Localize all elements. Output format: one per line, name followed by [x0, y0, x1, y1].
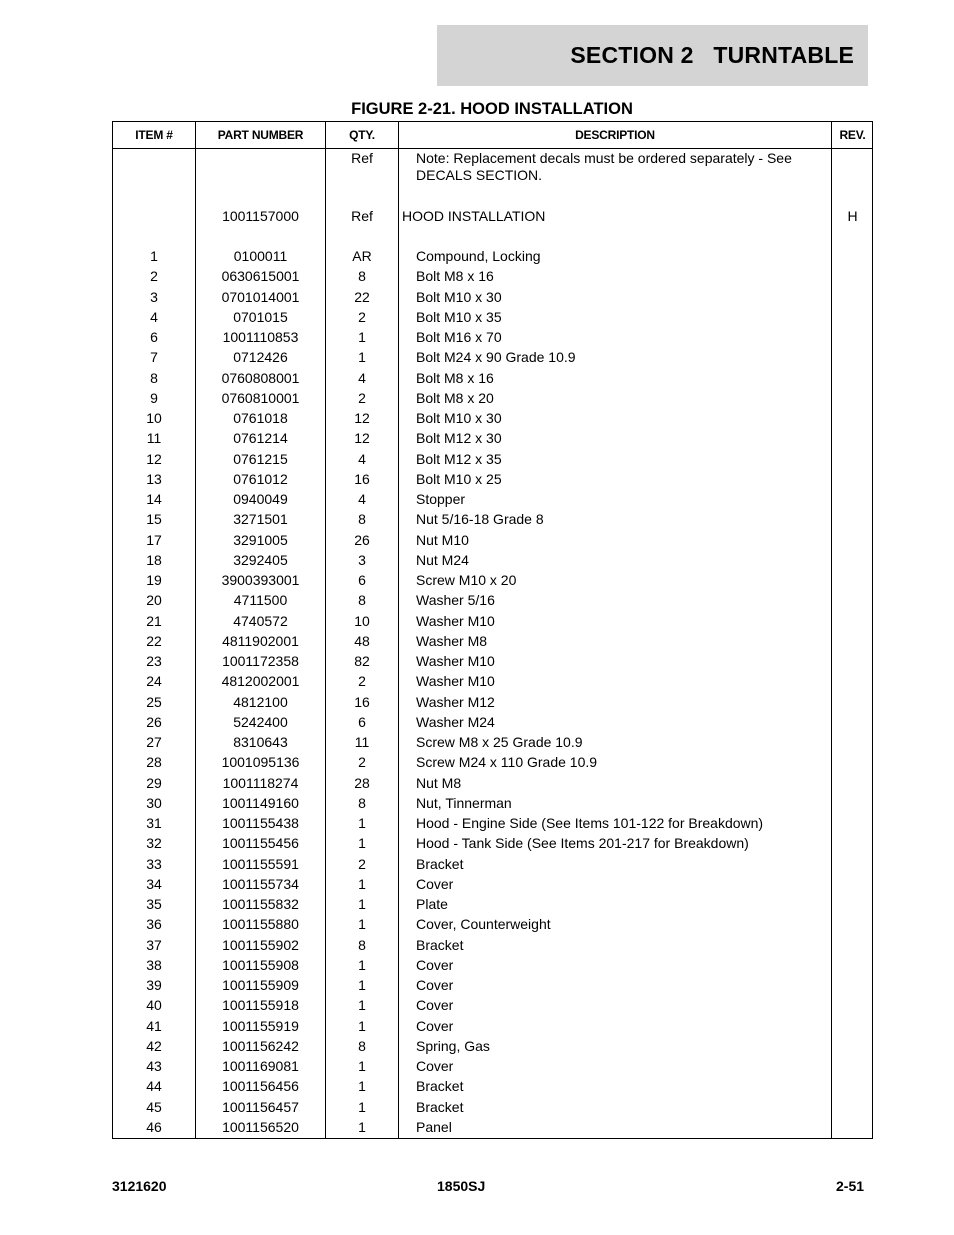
description: Compound, Locking	[416, 248, 541, 264]
footer-model: 1850SJ	[437, 1178, 486, 1194]
quantity: 1	[358, 815, 366, 831]
quantity: 1	[358, 835, 366, 851]
part-number: 0761018	[233, 410, 288, 426]
quantity: 1	[358, 1018, 366, 1034]
quantity: 2	[358, 390, 366, 406]
item-number: 37	[146, 937, 162, 953]
item-number: 28	[146, 754, 162, 770]
quantity: 2	[358, 309, 366, 325]
column-header-rev: REV.	[839, 128, 866, 142]
part-number: 0761214	[233, 430, 288, 446]
quantity: 1	[358, 1119, 366, 1135]
description: Bolt M12 x 35	[416, 451, 502, 467]
part-number: 1001155918	[222, 997, 299, 1013]
quantity: 1	[358, 977, 366, 993]
part-number: 3271501	[233, 511, 288, 527]
item-number: 20	[146, 592, 162, 608]
quantity: 3	[358, 552, 366, 568]
part-number: 1001155909	[222, 977, 299, 993]
quantity: 10	[354, 613, 370, 629]
column-header-item: ITEM #	[135, 128, 173, 142]
item-number: 35	[146, 896, 162, 912]
quantity: 8	[358, 268, 366, 284]
footer-doc-number: 3121620	[112, 1178, 167, 1194]
quantity: 1	[358, 896, 366, 912]
item-number: 33	[146, 856, 162, 872]
part-number: 1001095136	[221, 754, 300, 770]
footer-page-number: 2-51	[836, 1178, 865, 1194]
description: Bolt M10 x 25	[416, 471, 502, 487]
quantity: 48	[354, 633, 370, 649]
item-number: 22	[146, 633, 162, 649]
parts-table	[112, 121, 873, 1139]
item-number: 30	[146, 795, 162, 811]
description: Washer M24	[416, 714, 495, 730]
part-number: 0712426	[233, 349, 288, 365]
description: Nut, Tinnerman	[416, 795, 512, 811]
description: Nut M10	[416, 532, 469, 548]
description: Nut 5/16-18 Grade 8	[416, 511, 544, 527]
description: Hood - Tank Side (See Items 201-217 for Breakdown)	[416, 835, 749, 851]
description: Bracket	[416, 937, 464, 953]
part-number: 1001155902	[222, 937, 299, 953]
quantity: 8	[358, 937, 366, 953]
part-number: 1001155880	[222, 916, 299, 932]
description: Stopper	[416, 491, 466, 507]
item-number: 8	[150, 370, 158, 386]
part-number: 0761215	[233, 451, 288, 467]
item-number: 31	[146, 815, 162, 831]
description: Bolt M10 x 30	[416, 410, 502, 426]
item-number: 32	[146, 835, 162, 851]
description: Bracket	[416, 1078, 464, 1094]
quantity: 1	[358, 957, 366, 973]
description: Bolt M8 x 16	[416, 268, 494, 284]
assembly-part-number: 1001157000	[222, 208, 299, 224]
part-number: 0760810001	[221, 390, 300, 406]
quantity: 1	[358, 1078, 366, 1094]
quantity: 16	[354, 471, 370, 487]
part-number: 0701015	[233, 309, 288, 325]
description: Bolt M16 x 70	[416, 329, 502, 345]
item-number: 29	[146, 775, 162, 791]
item-number: 46	[146, 1119, 162, 1135]
quantity: 8	[358, 511, 366, 527]
description: Plate	[416, 896, 448, 912]
description: Bracket	[416, 856, 464, 872]
note-qty: Ref	[351, 150, 373, 166]
quantity: AR	[352, 248, 372, 264]
quantity: 1	[358, 329, 366, 345]
quantity: 1	[358, 876, 366, 892]
quantity: 1	[358, 997, 366, 1013]
description: Hood - Engine Side (See Items 101-122 for Breakdown)	[416, 815, 764, 831]
description: Washer 5/16	[416, 592, 495, 608]
part-number: 1001155734	[222, 876, 299, 892]
description: Bolt M24 x 90 Grade 10.9	[416, 349, 576, 365]
part-number: 3900393001	[221, 572, 300, 588]
assembly-qty: Ref	[351, 208, 373, 224]
description: Bracket	[416, 1099, 464, 1115]
assembly-description: HOOD INSTALLATION	[402, 208, 546, 224]
item-number: 17	[146, 532, 162, 548]
table-body	[113, 149, 872, 1138]
description: Bolt M10 x 35	[416, 309, 502, 325]
item-number: 1	[150, 248, 158, 264]
quantity: 8	[358, 592, 366, 608]
part-number: 1001156457	[222, 1099, 299, 1115]
description: Washer M10	[416, 673, 495, 689]
item-number: 18	[146, 552, 162, 568]
description: Bolt M8 x 16	[416, 370, 494, 386]
part-number: 8310643	[233, 734, 288, 750]
quantity: 6	[358, 572, 366, 588]
description: Screw M10 x 20	[416, 572, 517, 588]
part-number: 1001155456	[222, 835, 299, 851]
table-header	[113, 122, 872, 149]
description: Cover	[416, 1058, 454, 1074]
section-title: SECTION 2 TURNTABLE	[570, 42, 854, 68]
item-number: 4	[150, 309, 158, 325]
description: Panel	[416, 1119, 452, 1135]
part-number: 1001149160	[222, 795, 299, 811]
description: Bolt M8 x 20	[416, 390, 494, 406]
description: Cover, Counterweight	[416, 916, 551, 932]
description: Screw M24 x 110 Grade 10.9	[416, 754, 598, 770]
part-number: 1001169081	[222, 1058, 299, 1074]
quantity: 2	[358, 754, 366, 770]
description: Nut M8	[416, 775, 462, 791]
description: Bolt M12 x 30	[416, 430, 502, 446]
quantity: 16	[354, 694, 370, 710]
item-number: 10	[146, 410, 162, 426]
quantity: 8	[358, 795, 366, 811]
part-number: 3292405	[233, 552, 288, 568]
description: Cover	[416, 977, 454, 993]
part-number: 1001118274	[222, 775, 299, 791]
quantity: 4	[358, 451, 366, 467]
description: Washer M12	[416, 694, 495, 710]
part-number: 1001172358	[222, 653, 299, 669]
column-header-description: DESCRIPTION	[575, 128, 655, 142]
assembly-rev: H	[847, 208, 858, 224]
part-number: 0630615001	[221, 268, 300, 284]
part-number: 4812100	[233, 694, 288, 710]
column-header-qty: QTY.	[349, 128, 375, 142]
description: Cover	[416, 876, 454, 892]
item-number: 23	[146, 653, 162, 669]
quantity: 6	[358, 714, 366, 730]
quantity: 82	[354, 653, 370, 669]
quantity: 4	[358, 370, 366, 386]
part-number: 0100011	[233, 248, 288, 264]
item-number: 7	[150, 349, 158, 365]
description: Nut M24	[416, 552, 469, 568]
item-number: 6	[150, 329, 158, 345]
part-number: 0761012	[233, 471, 288, 487]
item-number: 21	[146, 613, 162, 629]
item-number: 34	[146, 876, 162, 892]
quantity: 1	[358, 916, 366, 932]
item-number: 13	[146, 471, 162, 487]
item-number: 39	[146, 977, 162, 993]
quantity: 11	[354, 734, 370, 750]
description: Screw M8 x 25 Grade 10.9	[416, 734, 583, 750]
quantity: 8	[358, 1038, 366, 1054]
item-number: 3	[150, 289, 158, 305]
item-number: 25	[146, 694, 162, 710]
description: Washer M10	[416, 613, 495, 629]
item-number: 24	[146, 673, 162, 689]
item-number: 14	[146, 491, 162, 507]
description: Cover	[416, 1018, 454, 1034]
part-number: 5242400	[233, 714, 288, 730]
item-number: 41	[146, 1018, 162, 1034]
part-number: 4711500	[233, 592, 288, 608]
description: Washer M10	[416, 653, 495, 669]
part-number: 1001156456	[222, 1078, 299, 1094]
item-number: 42	[146, 1038, 162, 1054]
description: Cover	[416, 957, 454, 973]
item-number: 11	[146, 430, 162, 446]
quantity: 4	[358, 491, 366, 507]
quantity: 2	[358, 856, 366, 872]
item-number: 40	[146, 997, 162, 1013]
item-number: 12	[146, 451, 162, 467]
item-number: 2	[150, 268, 158, 284]
item-number: 45	[146, 1099, 162, 1115]
item-number: 27	[146, 734, 162, 750]
part-number: 1001155908	[222, 957, 299, 973]
quantity: 1	[358, 349, 366, 365]
item-number: 38	[146, 957, 162, 973]
item-number: 44	[146, 1078, 162, 1094]
part-number: 4812002001	[221, 673, 300, 689]
part-number: 1001110853	[222, 329, 299, 345]
item-number: 26	[146, 714, 162, 730]
part-number: 4740572	[233, 613, 288, 629]
part-number: 1001155438	[222, 815, 299, 831]
description: Spring, Gas	[416, 1038, 490, 1054]
part-number: 3291005	[233, 532, 288, 548]
part-number: 4811902001	[222, 633, 299, 649]
item-number: 43	[146, 1058, 162, 1074]
part-number: 1001156520	[222, 1119, 299, 1135]
description: Washer M8	[416, 633, 488, 649]
part-number: 0940049	[233, 491, 288, 507]
quantity: 12	[354, 410, 370, 426]
quantity: 2	[358, 673, 366, 689]
part-number: 0760808001	[221, 370, 300, 386]
quantity: 1	[358, 1058, 366, 1074]
quantity: 22	[354, 289, 370, 305]
quantity: 1	[358, 1099, 366, 1115]
part-number: 0701014001	[221, 289, 300, 305]
item-number: 36	[146, 916, 162, 932]
part-number: 1001155919	[222, 1018, 299, 1034]
item-number: 9	[150, 390, 158, 406]
column-header-part-number: PART NUMBER	[217, 128, 304, 142]
quantity: 28	[354, 775, 370, 791]
item-number: 15	[146, 511, 162, 527]
note-description: Note: Replacement decals must be ordered separately - See DECALS SECTION.	[416, 150, 792, 183]
part-number: 1001155832	[222, 896, 299, 912]
item-number: 19	[146, 572, 162, 588]
quantity: 26	[354, 532, 370, 548]
figure-title: FIGURE 2-21. HOOD INSTALLATION	[351, 100, 633, 118]
description: Bolt M10 x 30	[416, 289, 502, 305]
part-number: 1001156242	[222, 1038, 299, 1054]
section-banner	[437, 25, 868, 86]
description: Cover	[416, 997, 454, 1013]
quantity: 12	[354, 430, 370, 446]
part-number: 1001155591	[222, 856, 299, 872]
